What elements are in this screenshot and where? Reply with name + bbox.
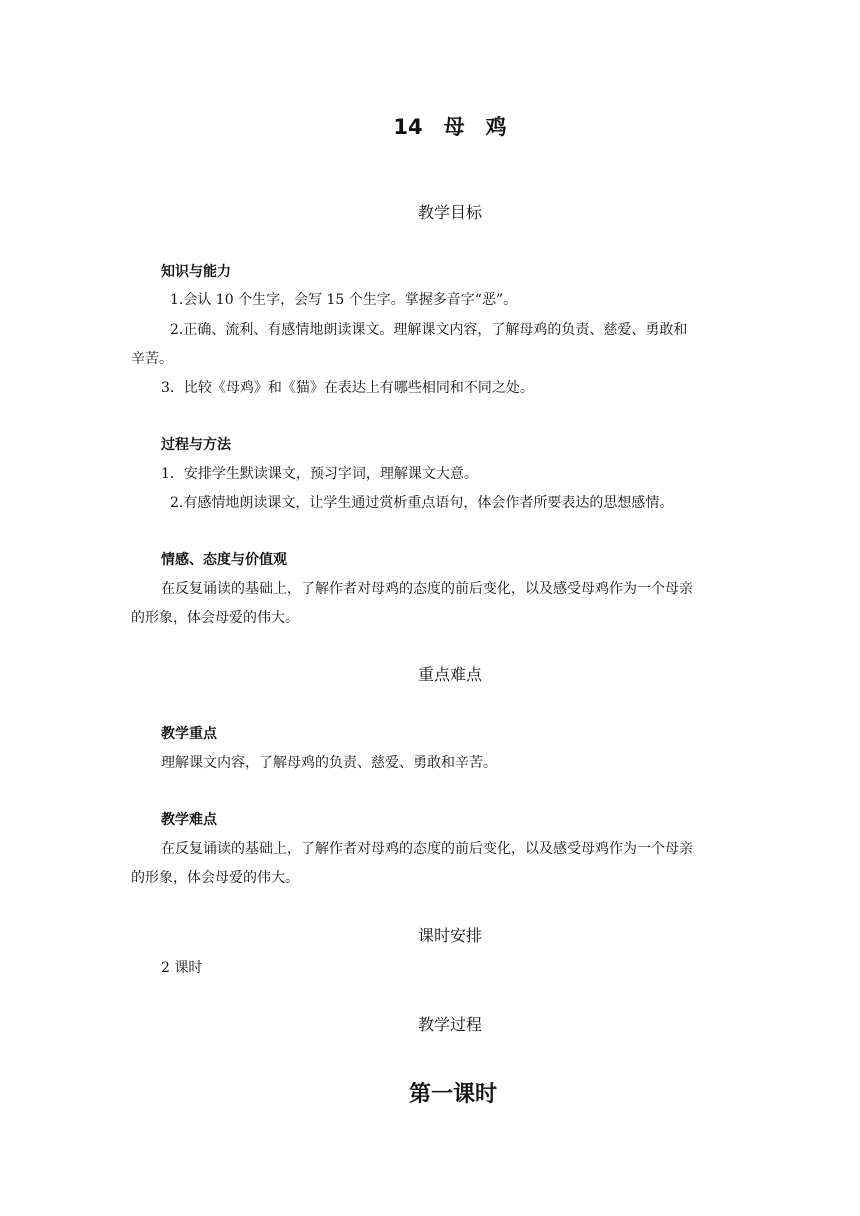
difficulty-line-1: 在反复诵读的基础上，了解作者对母鸡的态度的前后变化，以及感受母鸡作为一个母亲 bbox=[161, 841, 693, 857]
difficulty-line-2: 的形象，体会母爱的伟大。 bbox=[131, 870, 299, 886]
subheading-focus: 教学重点 bbox=[161, 726, 217, 742]
process-item-1: 1．安排学生默读课文，预习字词，理解课文大意。 bbox=[161, 466, 478, 482]
subheading-difficulty: 教学难点 bbox=[161, 812, 217, 828]
emotion-line-1: 在反复诵读的基础上，了解作者对母鸡的态度的前后变化，以及感受母鸡作为一个母亲 bbox=[161, 581, 693, 597]
subheading-process: 过程与方法 bbox=[161, 437, 231, 453]
emotion-line-2: 的形象，体会母爱的伟大。 bbox=[131, 610, 299, 626]
process-item-2: 2.有感情地朗读课文，让学生通过赏析重点语句，体会作者所要表达的思想感情。 bbox=[170, 495, 674, 511]
subheading-emotion: 情感、态度与价值观 bbox=[161, 552, 287, 568]
focus-line-1: 理解课文内容，了解母鸡的负责、慈爱、勇敢和辛苦。 bbox=[161, 755, 497, 771]
knowledge-item-2: 2.正确、流利、有感情地朗读课文。理解课文内容，了解母鸡的负责、慈爱、勇敢和 bbox=[170, 322, 688, 338]
section-heading-objectives: 教学目标 bbox=[417, 203, 482, 222]
section-heading-process: 教学过程 bbox=[417, 1015, 482, 1034]
section-heading-key-points: 重点难点 bbox=[417, 665, 482, 684]
subheading-knowledge: 知识与能力 bbox=[161, 264, 231, 280]
section-heading-schedule: 课时安排 bbox=[417, 926, 482, 945]
knowledge-item-2-cont: 辛苦。 bbox=[131, 351, 173, 367]
schedule-text: 2 课时 bbox=[161, 960, 203, 976]
page-title: 14 母 鸡 bbox=[393, 115, 507, 139]
first-lesson-heading: 第一课时 bbox=[408, 1082, 497, 1107]
knowledge-item-3: 3．比较《母鸡》和《猫》在表达上有哪些相同和不同之处。 bbox=[161, 380, 534, 396]
knowledge-item-1: 1.会认 10 个生字，会写 15 个生字。掌握多音字“恶”。 bbox=[170, 292, 518, 308]
